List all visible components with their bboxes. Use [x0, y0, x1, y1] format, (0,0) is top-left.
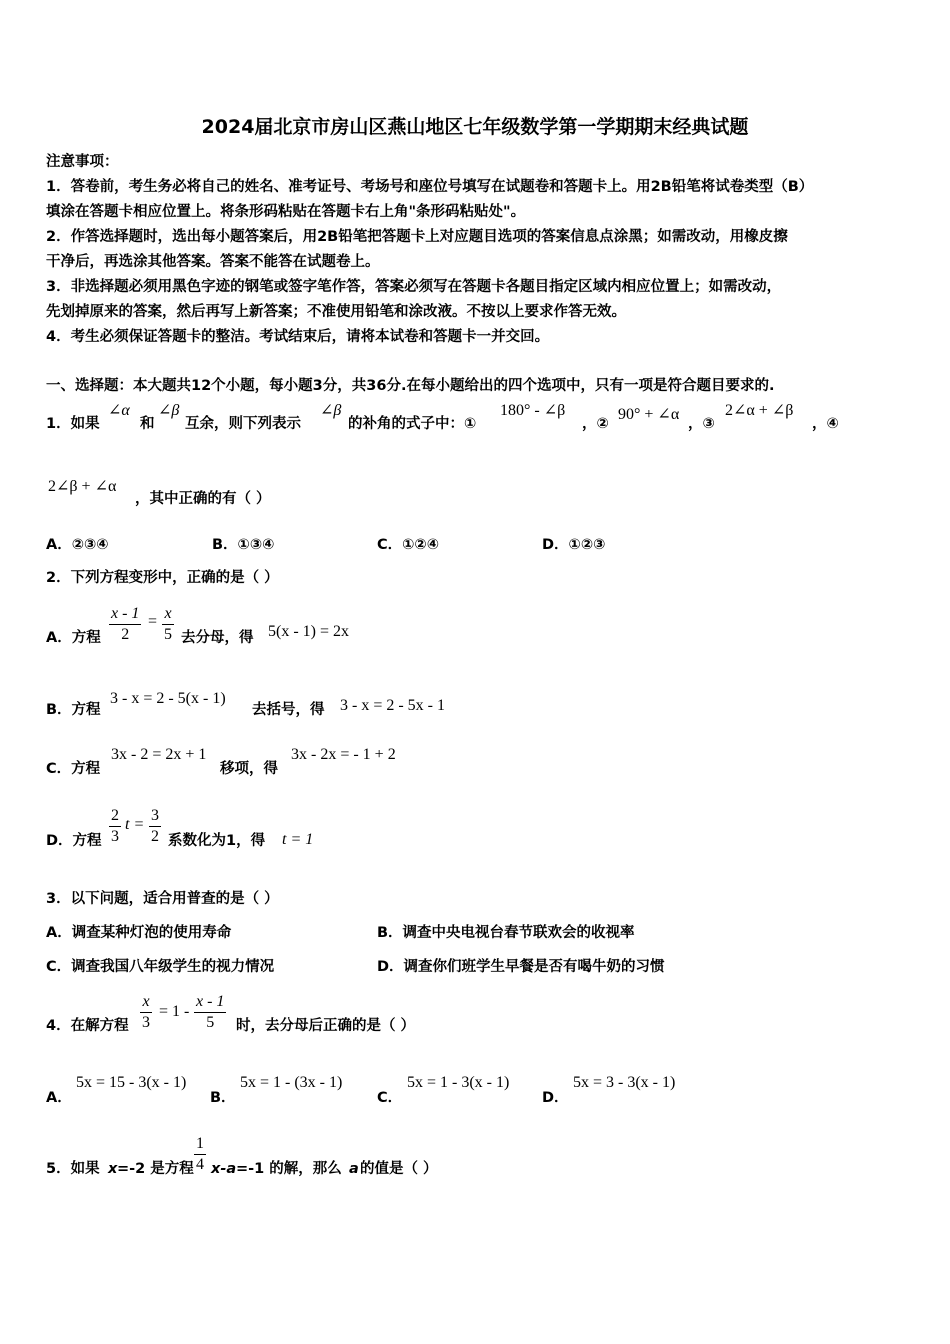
q5-fraction	[194, 1134, 206, 1175]
page-title: 2024届北京市房山区燕山地区七年级数学第一学期期末经典试题	[201, 116, 749, 138]
q4-a-expression: 5x = 15 - 3(x - 1)	[76, 1074, 187, 1091]
note-4: 4．考生必须保证答题卡的整洁。考试结束后，请将本试卷和答题卡一并交回。	[46, 329, 550, 345]
q1-expr-4: 2∠β + ∠α	[48, 478, 117, 495]
q4-text-1: 4．在解方程	[46, 1018, 129, 1034]
q2-b-equation: 3 - x = 2 - 5(x - 1)	[110, 690, 226, 707]
q4-a-label: A．	[46, 1090, 72, 1106]
q4-c-expression: 5x = 1 - 3(x - 1)	[407, 1074, 510, 1091]
q4-text-2: 时，去分母后正确的是（ ）	[236, 1018, 416, 1034]
q4-fraction-1	[140, 992, 152, 1033]
q2-b-middle-text: 去括号，得	[252, 702, 325, 718]
q2-c-label: C．方程	[46, 761, 101, 777]
q5-text-2: =-2 是方程	[117, 1161, 194, 1177]
q2-c-equation: 3x - 2 = 2x + 1	[111, 746, 207, 763]
q4-numerator-2: x - 1	[196, 993, 225, 1010]
q5-text-5: 的值是（ ）	[360, 1161, 438, 1177]
q1-text-7: ，④	[812, 416, 839, 432]
q3-stem: 3．以下问题，适合用普查的是（ ）	[46, 891, 279, 907]
q2-d-numerator-1: 2	[111, 807, 119, 824]
q4-c-label: C．	[377, 1090, 403, 1106]
q2-d-fraction-2	[149, 806, 161, 847]
q2-d-label: D．方程	[46, 833, 102, 849]
q1-expr-2: 90° + ∠α	[618, 406, 680, 423]
q2-a-label: A．方程	[46, 630, 101, 646]
q2-d-result: t = 1	[282, 831, 314, 848]
q1-text-5: ，②	[582, 416, 609, 432]
q1-text-3: 互余，则下列表示	[185, 416, 301, 432]
note-2-line-1: 2．作答选择题时，选出每小题答案后，用2B铅笔把答题卡上对应题目选项的答案信息点涂黑；如需改动，用橡皮擦	[46, 229, 788, 245]
q2-b-label: B．方程	[46, 702, 101, 718]
q4-b-label: B．	[210, 1090, 236, 1106]
q2-b-result: 3 - x = 2 - 5x - 1	[340, 697, 446, 714]
q4-numerator-1: x	[142, 993, 150, 1010]
q1-option-b: B．①③④	[212, 537, 275, 553]
q1-text-6: ，③	[688, 416, 715, 432]
q5-numerator: 1	[196, 1135, 204, 1152]
q3-option-a: A．调查某种灯泡的使用寿命	[46, 925, 232, 941]
note-3-line-2: 先划掉原来的答案，然后再写上新答案；不准使用铅笔和涂改液。不按以上要求作答无效。	[46, 304, 626, 320]
notes-heading: 注意事项：	[46, 154, 119, 170]
q1-option-d: D．①②③	[542, 537, 606, 553]
q2-stem: 2．下列方程变形中，正确的是（ ）	[46, 570, 279, 586]
q2-a-fraction-1	[109, 604, 141, 645]
q1-text-2: 和	[140, 416, 155, 432]
q4-d-label: D．	[542, 1090, 569, 1106]
q2-a-result: 5(x - 1) = 2x	[268, 623, 350, 640]
q5-text-4: =-1 的解，那么	[236, 1161, 342, 1177]
q2-a-denominator-1: 2	[109, 624, 141, 645]
q2-d-numerator-2: 3	[151, 807, 159, 824]
q2-c-middle-text: 移项，得	[220, 761, 278, 777]
q5-expression: x-a	[211, 1161, 237, 1177]
note-2-line-2: 干净后，再选涂其他答案。答案不能答在试题卷上。	[46, 254, 380, 270]
q1-angle-beta-2: ∠β	[320, 402, 342, 419]
note-1-line-1: 1．答卷前，考生务必将自己的姓名、准考证号、考场号和座位号填写在试题卷和答题卡上。用2B铅笔将试卷类型（B）	[46, 179, 814, 195]
q1-text-1: 1．如果	[46, 416, 100, 432]
q2-a-fraction-2	[162, 604, 174, 645]
q1-expr-3: 2∠α + ∠β	[725, 402, 794, 419]
q1-option-a: A．②③④	[46, 537, 109, 553]
q2-a-equals: =	[148, 613, 158, 630]
q4-equals-text: = 1 -	[159, 1003, 190, 1020]
q2-d-variable: t =	[125, 816, 145, 833]
q2-d-fraction-1	[109, 806, 121, 847]
q4-fraction-2	[194, 992, 226, 1033]
q5-denominator: 4	[196, 1156, 204, 1173]
q5-text-1: 5．如果	[46, 1161, 100, 1177]
q1-angle-beta: ∠β	[158, 402, 180, 419]
q2-c-result: 3x - 2x = - 1 + 2	[291, 746, 396, 763]
q5-variable-a: a	[349, 1161, 359, 1177]
note-3-line-1: 3．非选择题必须用黑色字迹的钢笔或签字笔作答，答案必须写在答题卡各题目指定区域内相应位置上；如需改动，	[46, 279, 782, 295]
q3-option-b: B．调查中央电视台春节联欢会的收视率	[377, 925, 635, 941]
q1-option-c: C．①②④	[377, 537, 439, 553]
q1-expr-1: 180° - ∠β	[500, 402, 566, 419]
note-1-line-2: 填涂在答题卡相应位置上。将条形码粘贴在答题卡右上角"条形码粘贴处"。	[46, 204, 526, 220]
q2-d-middle-text: 系数化为1，得	[168, 833, 266, 849]
q2-a-denominator-2: 5	[164, 626, 172, 643]
q4-denominator-2: 5	[194, 1012, 226, 1033]
q3-option-d: D．调查你们班学生早餐是否有喝牛奶的习惯	[377, 959, 665, 975]
q1-angle-alpha: ∠α	[108, 402, 130, 419]
q5-variable-x: x	[108, 1161, 118, 1177]
q3-option-c: C．调查我国八年级学生的视力情况	[46, 959, 275, 975]
section-heading: 一、选择题：本大题共12个小题，每小题3分，共36分.在每小题给出的四个选项中，只有一项是符合题目要求的.	[46, 378, 775, 394]
q4-b-expression: 5x = 1 - (3x - 1)	[240, 1074, 343, 1091]
q1-text-4: 的补角的式子中：①	[348, 416, 477, 432]
q2-d-denominator-2: 2	[151, 828, 159, 845]
q1-text-8: ，其中正确的有（ ）	[135, 491, 271, 507]
q2-d-denominator-1: 3	[111, 828, 119, 845]
q4-denominator-1: 3	[142, 1014, 150, 1031]
q2-a-numerator-2: x	[164, 605, 172, 622]
q4-d-expression: 5x = 3 - 3(x - 1)	[573, 1074, 676, 1091]
q2-a-numerator-1: x - 1	[111, 605, 140, 622]
q2-a-middle-text: 去分母，得	[181, 630, 254, 646]
